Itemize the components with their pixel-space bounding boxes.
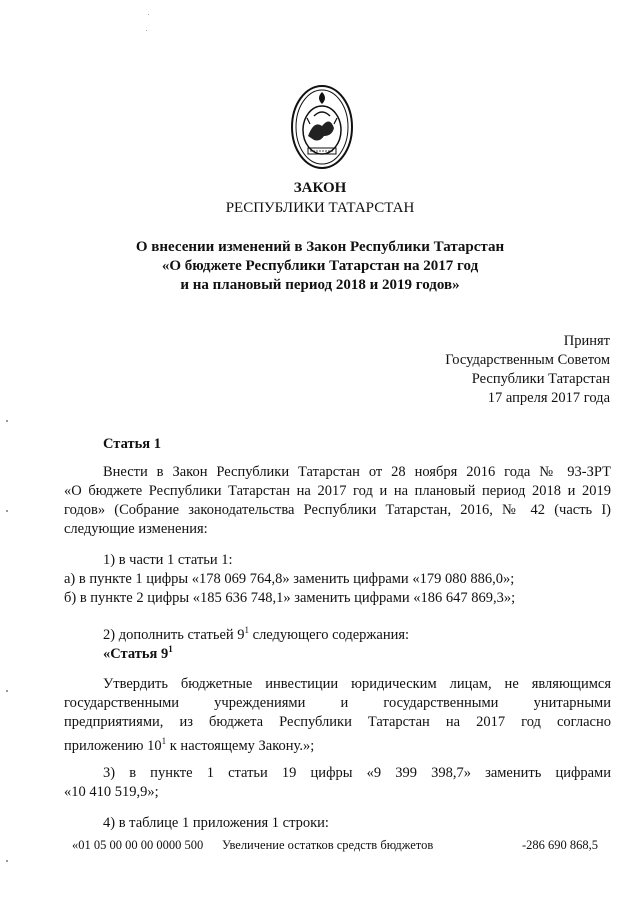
heading-line-1: О внесении изменений в Закон Республики Татарстан <box>135 239 505 255</box>
intro-line-3: годов» (Собрание законодательства Республики Татарстан, 2016, № 42 (часть I) <box>64 502 611 518</box>
new-article-heading <box>103 640 173 663</box>
intro-line-1: Внести в Закон Республики Татарстан от 28 ноября 2016 года № 93-ЗРТ <box>103 464 611 480</box>
item-1a: а) в пункте 1 цифры «178 069 764,8» заменить цифрами «179 080 886,0»; <box>64 571 515 587</box>
new-article-heading-text: «Статья 9 <box>103 645 169 662</box>
new-text-line-4 <box>64 732 314 755</box>
new-text-superscript: 1 <box>161 736 167 746</box>
adoption-line-1: Принят <box>563 333 610 349</box>
scan-artifact <box>148 14 149 15</box>
new-text-line-3: предприятиями, из бюджета Республики Татарстан на 2017 год согласно <box>64 714 611 730</box>
coat-of-arms-emblem <box>290 84 354 170</box>
item-3-line-2: «10 410 519,9»; <box>64 784 159 800</box>
new-article-superscript: 1 <box>168 644 173 654</box>
law-subtitle: РЕСПУБЛИКИ ТАТАРСТАН <box>225 200 415 216</box>
law-title: ЗАКОН <box>293 180 347 196</box>
item-1b: б) в пункте 2 цифры «185 636 748,1» заменить цифрами «186 647 869,3»; <box>64 590 516 606</box>
new-text-line-4-text: приложению 10 <box>64 737 162 754</box>
article-heading: Статья 1 <box>103 436 161 452</box>
scan-artifact <box>6 860 8 862</box>
intro-line-2: «О бюджете Республики Татарстан на 2017 год и на плановый период 2018 и 2019 <box>64 483 611 499</box>
item-2-text: 2) дополнить статьей 9 <box>103 626 245 643</box>
scan-artifact <box>6 510 8 512</box>
heading-line-2: «О бюджете Республики Татарстан на 2017 год <box>161 258 479 274</box>
scan-artifact <box>6 690 8 692</box>
adoption-line-2: Государственным Советом <box>445 352 610 368</box>
new-text-line-2: государственными учреждениями и государственными унитарными <box>64 695 611 711</box>
item-1: 1) в части 1 статьи 1: <box>103 552 233 568</box>
item-2-text-after: следующего содержания: <box>249 626 410 643</box>
item-4: 4) в таблице 1 приложения 1 строки: <box>103 815 329 831</box>
table-row-code: «01 05 00 00 00 0000 500 <box>72 838 204 852</box>
adoption-date: 17 апреля 2017 года <box>487 390 610 406</box>
item-3-line-1: 3) в пункте 1 статьи 19 цифры «9 399 398,7» заменить цифрами <box>103 765 611 781</box>
table-row-amount: -286 690 868,5 <box>522 838 599 852</box>
new-text-line-1: Утвердить бюджетные инвестиции юридическим лицам, не являющимся <box>103 676 611 692</box>
scan-artifact <box>6 420 8 422</box>
adoption-line-3: Республики Татарстан <box>471 371 610 387</box>
table-row-description: Увеличение остатков средств бюджетов <box>222 838 434 852</box>
intro-line-4: следующие изменения: <box>64 521 208 537</box>
heading-line-3: и на плановый период 2018 и 2019 годов» <box>180 277 460 293</box>
scan-artifact <box>146 30 147 31</box>
new-text-line-4-after: к настоящему Закону.»; <box>166 737 315 754</box>
item-2-superscript: 1 <box>244 625 250 635</box>
